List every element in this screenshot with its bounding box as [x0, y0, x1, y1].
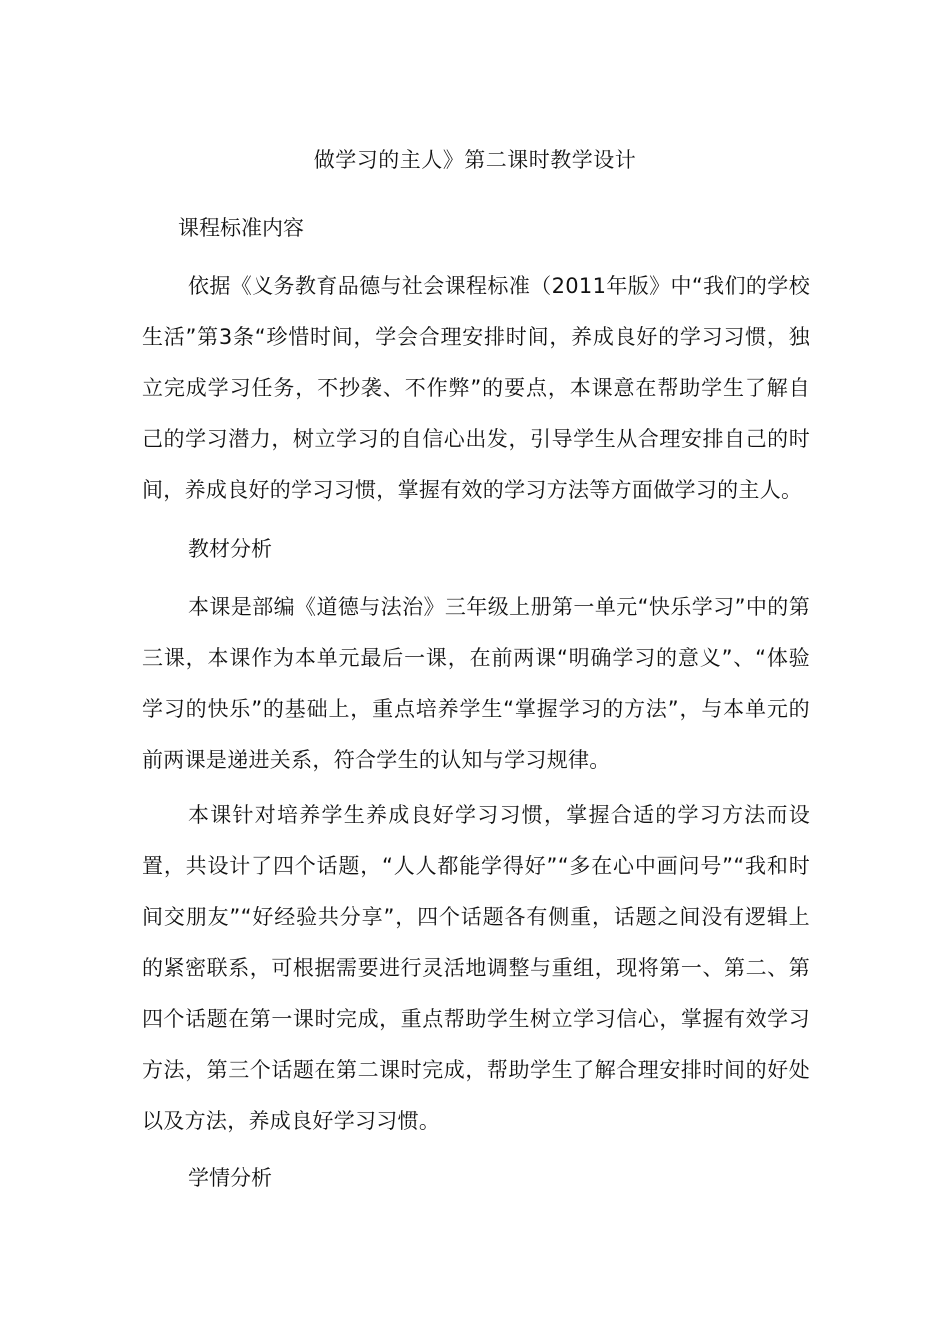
document-title: 做学习的主人》第二课时教学设计 — [313, 148, 637, 172]
section-heading-learner-analysis: 学情分析 — [188, 1166, 272, 1190]
section-heading-curriculum-standard: 课程标准内容 — [178, 216, 304, 240]
paragraph-curriculum-standard: 依据《义务教育品德与社会课程标准（2011年版》中“我们的学校生活”第3条“珍惜时间，学会合理安排时间，养成良好的学习习惯，独立完成学习任务，不抄袭、不作弊”的要点，本课意在帮助学生了解自己的学习潜力，树立学习的自信心出发，引导学生从合理安排自己的时间，养成良好的学习习惯，掌握有效的学习方法等方面做学习的主人。 — [142, 274, 810, 502]
paragraph-textbook-analysis-1: 本课是部编《道德与法治》三年级上册第一单元“快乐学习”中的第三课，本课作为本单元最后一课，在前两课“明确学习的意义”、“体验学习的快乐”的基础上，重点培养学生“掌握学习的方法”，与本单元的前两课是递进关系，符合学生的认知与学习规律。 — [142, 595, 810, 772]
paragraph-textbook-analysis-2: 本课针对培养学生养成良好学习习惯，掌握合适的学习方法而设置，共设计了四个话题，“人人都能学得好”“多在心中画问号”“我和时间交朋友”“好经验共分享”，四个话题各有侧重，话题之间没有逻辑上的紧密联系，可根据需要进行灵活地调整与重组，现将第一、第二、第四个话题在第一课时完成，重点帮助学生树立学习信心，掌握有效学习方法，第三个话题在第二课时完成，帮助学生了解合理安排时间的好处以及方法，养成良好学习习惯。 — [142, 803, 810, 1133]
section-heading-textbook-analysis: 教材分析 — [188, 537, 272, 561]
